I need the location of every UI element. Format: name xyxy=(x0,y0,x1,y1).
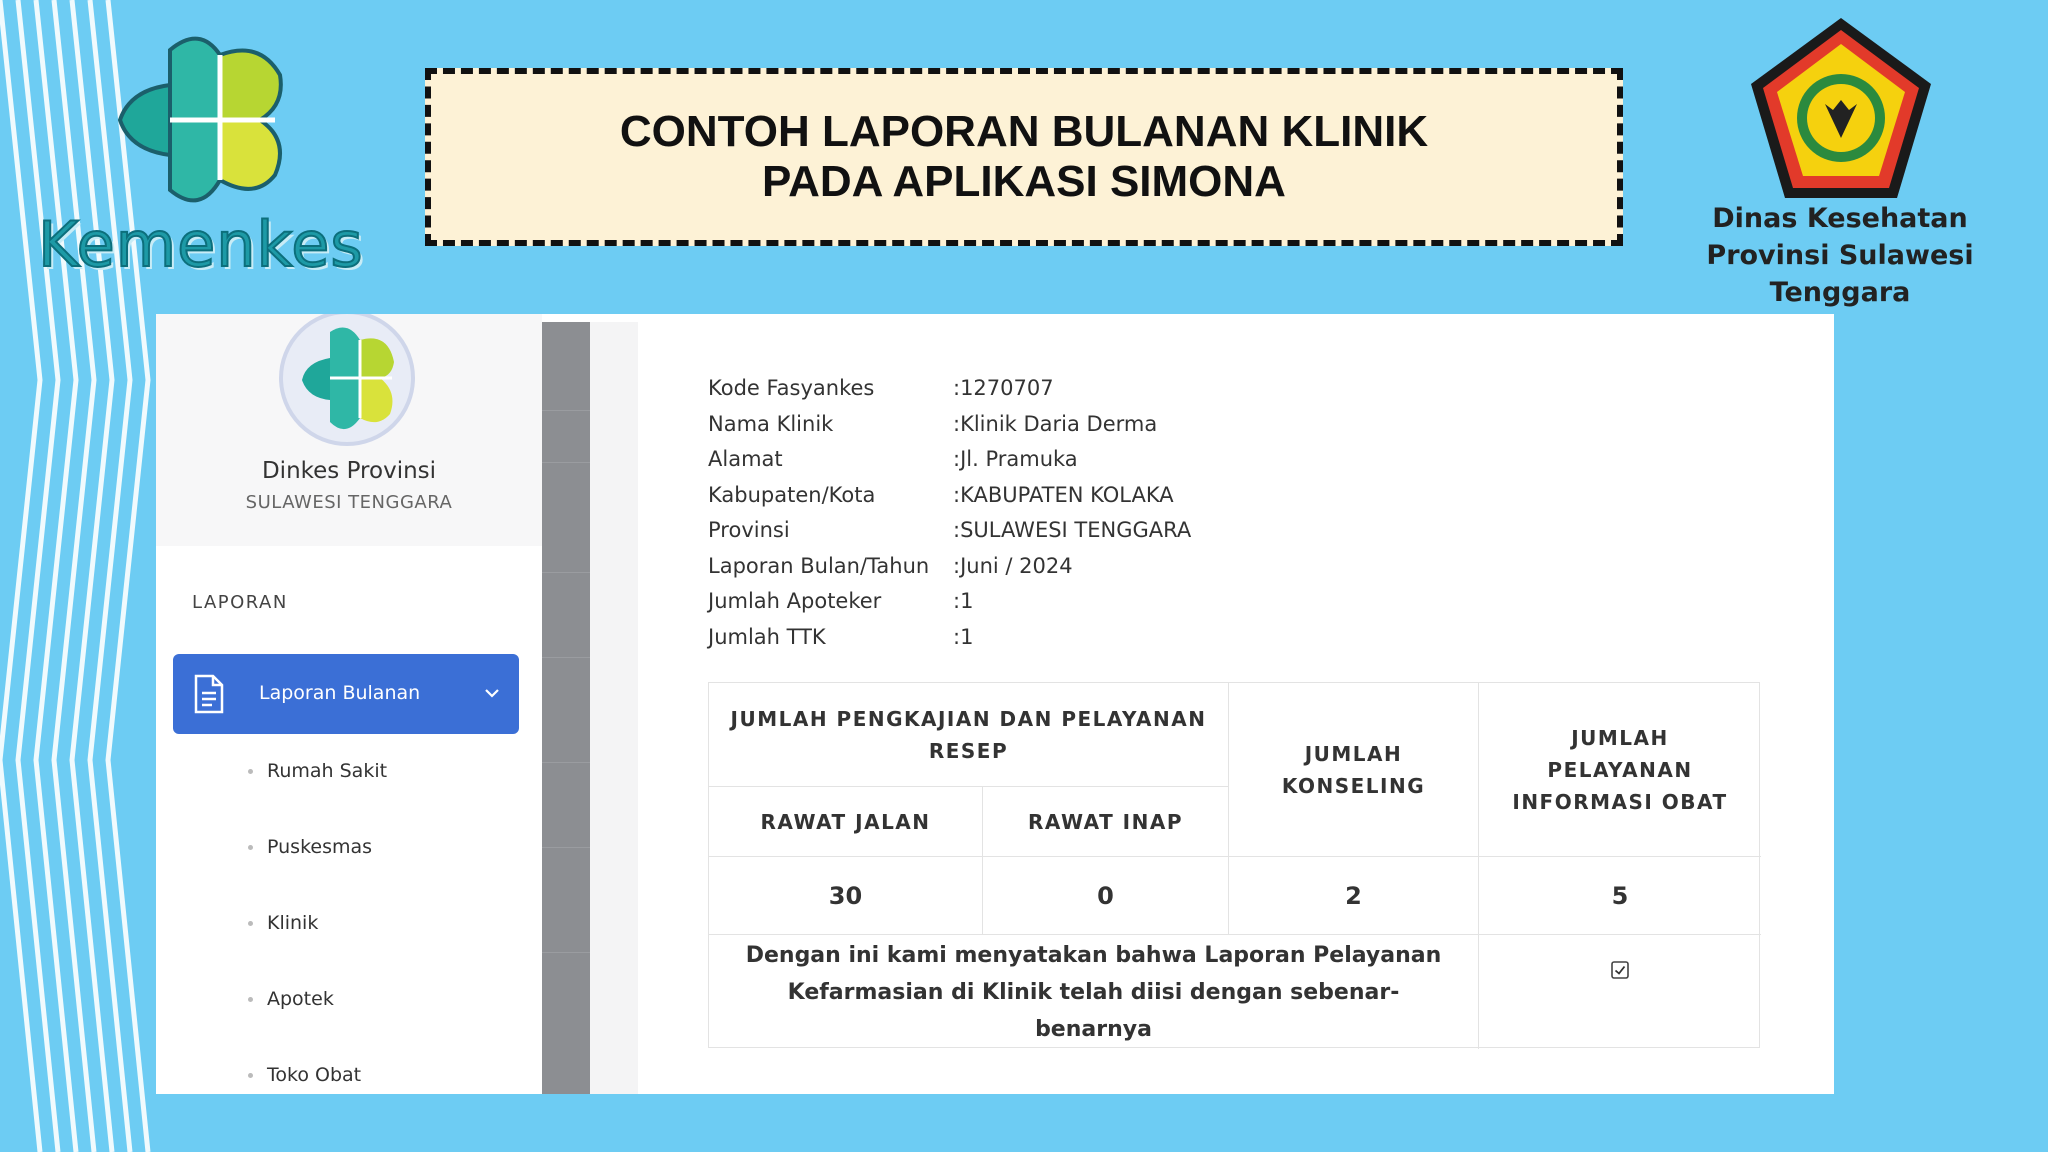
document-icon xyxy=(193,674,225,714)
info-value: :KABUPATEN KOLAKA xyxy=(953,483,1174,507)
checkbox-checked-icon[interactable] xyxy=(1611,961,1629,979)
brand-logo-icon xyxy=(276,314,418,448)
title-banner xyxy=(425,68,1623,246)
strip-divider xyxy=(542,462,590,463)
table-cell-pio: 5 xyxy=(1479,857,1761,935)
dinkes-emblem-icon xyxy=(1745,14,1937,202)
strip-divider xyxy=(542,410,590,411)
main-content xyxy=(590,322,1834,1094)
table-header-rawat-jalan: RAWAT JALAN xyxy=(709,787,983,857)
bullet-icon xyxy=(248,997,253,1002)
info-value: :1270707 xyxy=(953,376,1054,400)
info-value: :1 xyxy=(953,625,974,649)
submenu-item-toko-obat[interactable] xyxy=(248,1060,361,1090)
bullet-icon xyxy=(248,1073,253,1078)
simona-app-screenshot xyxy=(156,314,1834,1094)
info-label: Jumlah TTK xyxy=(708,625,826,649)
kemenkes-logo-icon xyxy=(110,30,290,220)
info-label: Nama Klinik xyxy=(708,412,834,436)
info-label: Kabupaten/Kota xyxy=(708,483,876,507)
submenu-item-label: Apotek xyxy=(267,988,334,1010)
table-cell-rawat-inap: 0 xyxy=(983,857,1229,935)
submenu-item-label: Puskesmas xyxy=(267,836,373,858)
info-label: Kode Fasyankes xyxy=(708,376,875,400)
submenu-item-puskesmas[interactable] xyxy=(248,832,372,862)
sidebar-brand xyxy=(156,314,542,546)
info-value: :1 xyxy=(953,589,974,613)
bullet-icon xyxy=(248,921,253,926)
menu-item-label: Laporan Bulanan xyxy=(259,682,421,704)
statement-checkbox-cell xyxy=(1479,935,1761,1049)
strip-divider xyxy=(542,762,590,763)
dinkes-caption-line-2: Provinsi Sulawesi Tenggara xyxy=(1706,240,1974,308)
submenu-item-rumah-sakit[interactable] xyxy=(248,756,387,786)
report-card xyxy=(638,322,1834,1094)
bullet-icon xyxy=(248,845,253,850)
table-header-rawat-inap: RAWAT INAP xyxy=(983,787,1229,857)
info-label: Alamat xyxy=(708,447,783,471)
info-label: Jumlah Apoteker xyxy=(708,589,882,613)
submenu-item-label: Rumah Sakit xyxy=(267,760,388,782)
info-label: Provinsi xyxy=(708,518,790,542)
chevron-down-icon[interactable] xyxy=(483,684,501,702)
strip-divider xyxy=(542,572,590,573)
dinkes-caption xyxy=(1640,200,2040,311)
brand-name: Dinkes Provinsi xyxy=(261,458,437,484)
table-cell-konseling: 2 xyxy=(1229,857,1479,935)
table-cell-rawat-jalan: 30 xyxy=(709,857,983,935)
info-value: :Jl. Pramuka xyxy=(953,447,1078,471)
submenu-item-label: Klinik xyxy=(267,912,319,934)
report-table xyxy=(708,682,1760,1048)
strip-divider xyxy=(542,952,590,953)
statement-text: Dengan ini kami menyatakan bahwa Laporan Pelayanan Kefarmasian di Klinik telah diisi dengan sebenar-benarnya xyxy=(709,935,1479,1049)
strip-divider xyxy=(542,657,590,658)
menu-item-laporan-bulanan[interactable] xyxy=(173,654,519,734)
info-value: :Juni / 2024 xyxy=(953,554,1073,578)
table-header-group: JUMLAH PENGKAJIAN DAN PELAYANAN RESEP xyxy=(709,683,1229,787)
overlay-strip xyxy=(542,322,590,1094)
section-label: LAPORAN xyxy=(192,592,288,613)
submenu-item-label: Toko Obat xyxy=(267,1064,362,1086)
info-label: Laporan Bulan/Tahun xyxy=(708,554,930,578)
brand-subtitle: SULAWESI TENGGARA xyxy=(245,492,453,513)
submenu-item-klinik[interactable] xyxy=(248,908,318,938)
sidebar xyxy=(156,314,542,1094)
table-header-pio: JUMLAH PELAYANAN INFORMASI OBAT xyxy=(1479,683,1761,857)
info-value: :SULAWESI TENGGARA xyxy=(953,518,1192,542)
info-value: :Klinik Daria Derma xyxy=(953,412,1158,436)
title-line-1: CONTOH LAPORAN BULANAN KLINIK xyxy=(619,107,1429,156)
strip-divider xyxy=(542,847,590,848)
dinkes-caption-line-1: Dinas Kesehatan xyxy=(1712,203,1968,234)
table-header-konseling: JUMLAH KONSELING xyxy=(1229,683,1479,857)
kemenkes-wordmark: Kemenkes xyxy=(38,208,364,281)
bullet-icon xyxy=(248,769,253,774)
title-line-2: PADA APLIKASI SIMONA xyxy=(762,157,1286,206)
submenu-item-apotek[interactable] xyxy=(248,984,334,1014)
